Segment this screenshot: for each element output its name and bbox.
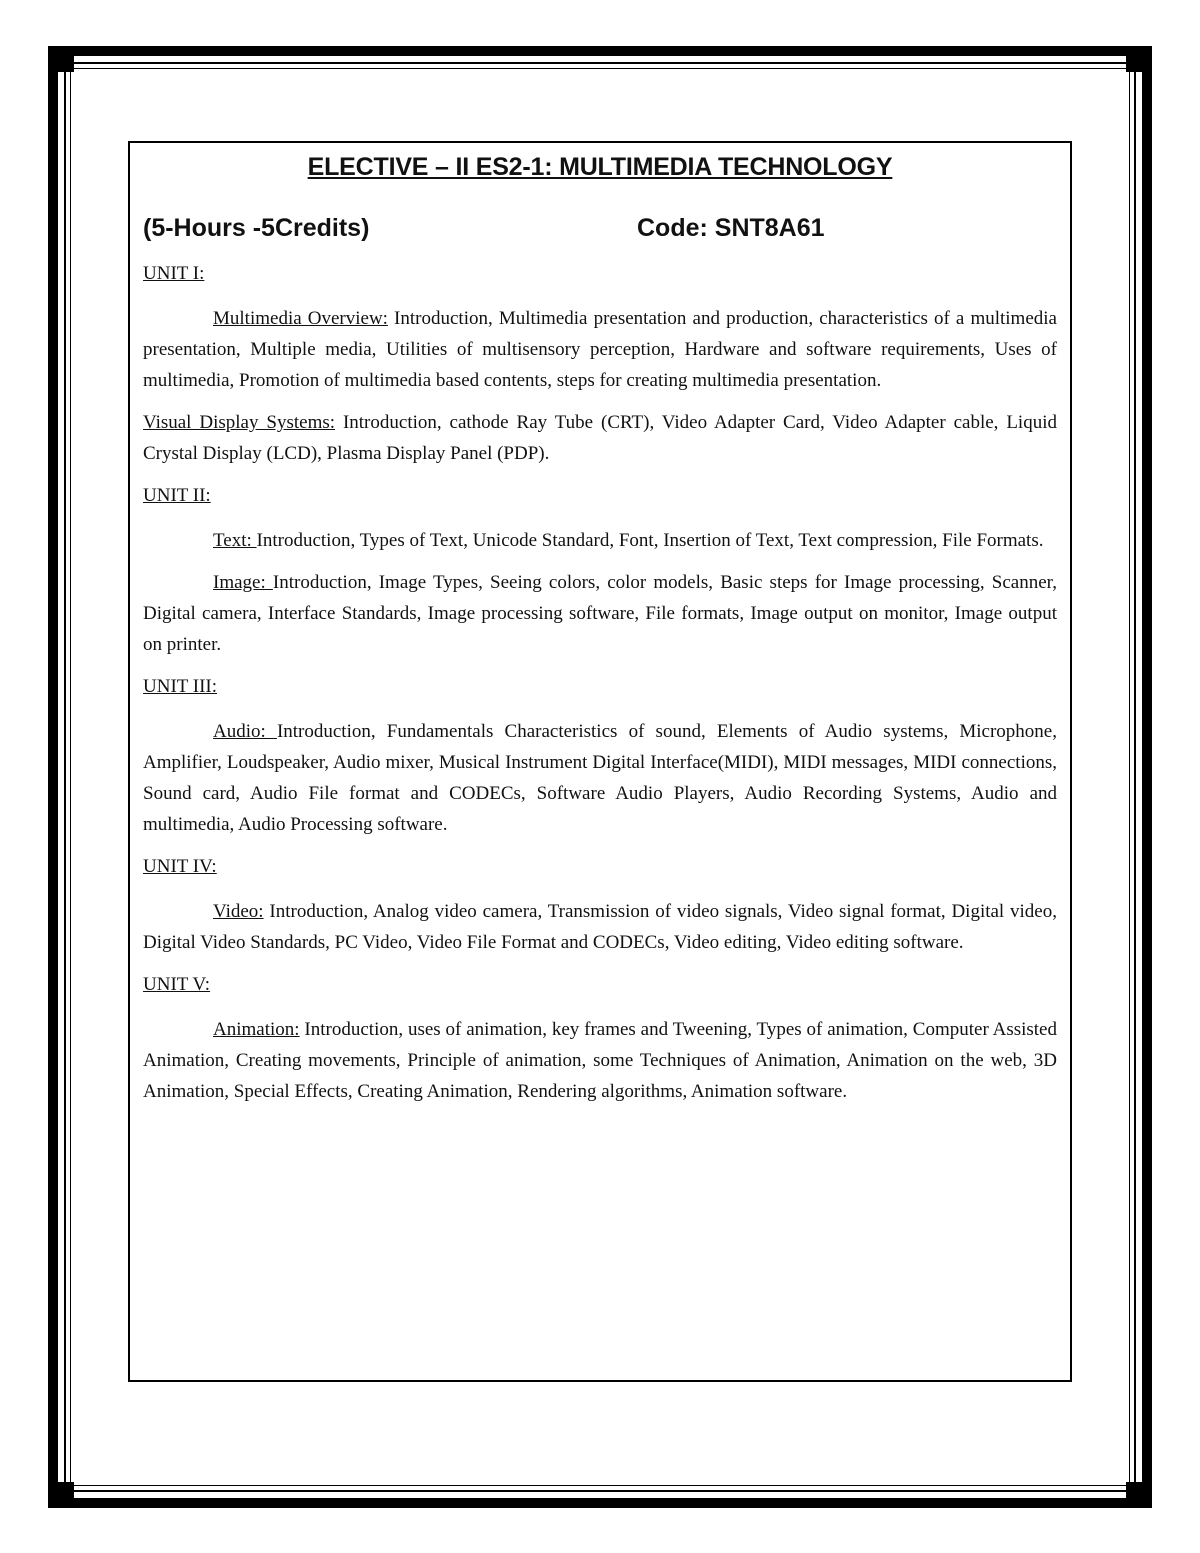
topic-label: Video: <box>213 901 264 922</box>
unit-1-section-visual-display <box>143 407 1057 469</box>
course-code: Code: SNT8A61 <box>637 214 825 242</box>
topic-content: Introduction, Multimedia presentation and production, characteristics of a multimedia presentation, Multiple media, Utilities of multisensory perception, Hardware and software requirements, Uses of multimedia, Promotion of multimedia based contents, steps for creating multimedia presentation. <box>143 308 1057 391</box>
topic-content: Introduction, Fundamentals Characteristics of sound, Elements of Audio systems, Microphone, Amplifier, Loudspeaker, Audio mixer, Musical Instrument Digital Interface(MIDI), MIDI messages, MIDI connections, Sound card, Audio File format and CODECs, Software Audio Players, Audio Recording Systems, Audio and multimedia, Audio Processing software. <box>143 721 1057 835</box>
unit-heading-1: UNIT I: <box>143 263 205 284</box>
topic-label: Animation: <box>213 1019 300 1040</box>
border-corner-top-right <box>1126 46 1152 72</box>
topic-content: Introduction, Types of Text, Unicode Standard, Font, Insertion of Text, Text compression, File Formats. <box>256 530 1044 551</box>
course-title: ELECTIVE – II ES2-1: MULTIMEDIA TECHNOLOGY <box>307 153 893 181</box>
unit-heading-4: UNIT IV: <box>143 856 217 877</box>
unit-3-section-audio <box>143 716 1057 840</box>
unit-heading-3: UNIT III: <box>143 676 218 697</box>
syllabus-box <box>128 141 1072 1382</box>
course-meta <box>143 211 1057 245</box>
unit-heading-2: UNIT II: <box>143 485 211 506</box>
topic-label: Image: <box>213 572 273 593</box>
unit-2-section-text <box>143 525 1057 556</box>
border-corner-bottom-right <box>1126 1482 1152 1508</box>
topic-label: Multimedia Overview: <box>213 308 388 329</box>
topic-label: Text: <box>213 530 257 551</box>
topic-content: Introduction, Analog video camera, Transmission of video signals, Video signal format, Digital video, Digital Video Standards, PC Video, Video File Format and CODECs, Video editing, Video editing software. <box>143 901 1057 953</box>
topic-content: Introduction, cathode Ray Tube (CRT), Video Adapter Card, Video Adapter cable, Liquid Crystal Display (LCD), Plasma Display Panel (PDP). <box>143 412 1057 464</box>
topic-label: Visual Display Systems: <box>143 412 336 433</box>
course-hours-credits: (5-Hours -5Credits) <box>143 214 370 242</box>
topic-content: Introduction, Image Types, Seeing colors, color models, Basic steps for Image processing, Scanner, Digital camera, Interface Standards, Image processing software, File formats, Image output on monitor, Image output on printer. <box>143 572 1057 655</box>
unit-4-section-video <box>143 896 1057 958</box>
border-corner-bottom-left <box>48 1482 74 1508</box>
topic-label: Audio: <box>213 721 277 742</box>
unit-heading-5: UNIT V: <box>143 974 211 995</box>
unit-5-section-animation <box>143 1014 1057 1107</box>
border-corner-top-left <box>48 46 74 72</box>
topic-content: Introduction, uses of animation, key frames and Tweening, Types of animation, Computer Assisted Animation, Creating movements, Principle of animation, some Techniques of Animation, Animation on the web, 3D Animation, Special Effects, Creating Animation, Rendering algorithms, Animation software. <box>143 1019 1057 1102</box>
unit-2-section-image <box>143 567 1057 660</box>
unit-1-section-multimedia-overview <box>143 303 1057 396</box>
